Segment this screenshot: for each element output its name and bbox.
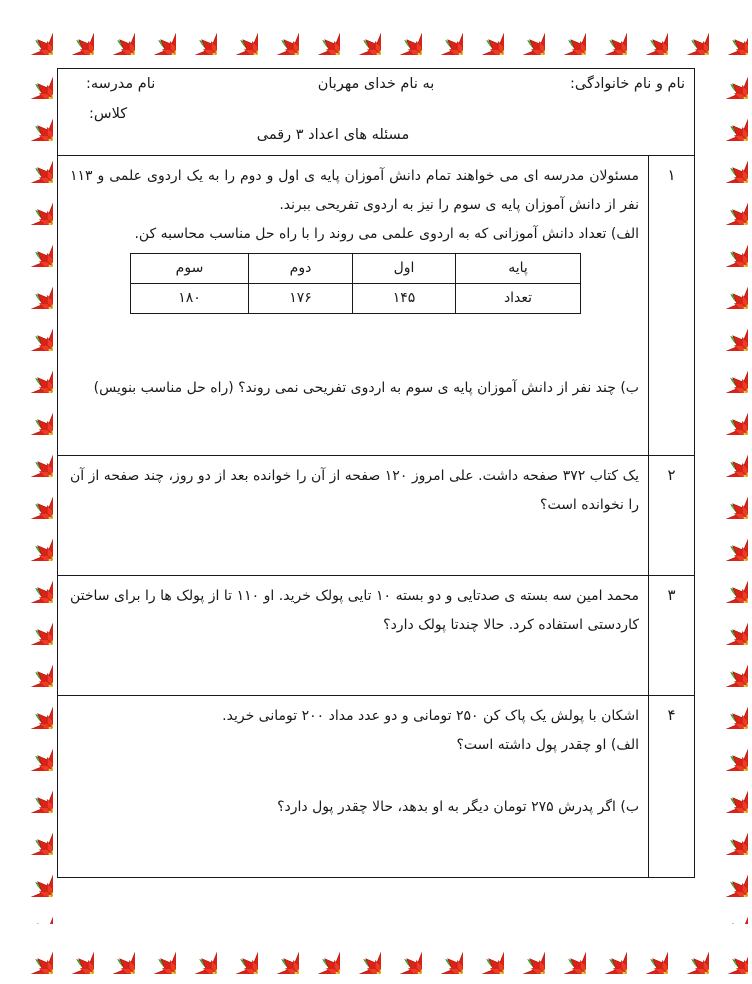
- poinsettia-flower-icon: [252, 8, 299, 55]
- grade-table-header-third: سوم: [131, 254, 249, 284]
- poinsettia-flower-icon: [701, 556, 748, 603]
- poinsettia-flower-icon: [88, 927, 135, 974]
- poinsettia-flower-icon: [129, 8, 176, 55]
- poinsettia-flower-icon: [701, 388, 748, 435]
- poinsettia-flower-icon: [701, 766, 748, 813]
- poinsettia-flower-icon: [334, 8, 381, 55]
- question-row-3: [58, 576, 694, 696]
- poinsettia-flower-icon: [662, 927, 709, 974]
- poinsettia-flower-icon: [6, 94, 53, 141]
- grade-table-header-row: [131, 254, 581, 284]
- poinsettia-flower-icon: [457, 8, 504, 55]
- grade-table-count-third: ۱۸۰: [131, 284, 249, 314]
- student-name-label: نام و نام خانوادگی:: [570, 76, 685, 92]
- poinsettia-flower-icon: [701, 136, 748, 183]
- poinsettia-flower-icon: [580, 927, 627, 974]
- poinsettia-flower-icon: [416, 8, 463, 55]
- poinsettia-flower-icon: [375, 927, 422, 974]
- poinsettia-flower-icon: [6, 304, 53, 351]
- poinsettia-flower-icon: [6, 472, 53, 519]
- flower-border-left: [6, 52, 53, 924]
- question-4-part-a: الف) او چقدر پول داشته است؟: [456, 737, 639, 753]
- poinsettia-flower-icon: [701, 346, 748, 393]
- poinsettia-flower-icon: [701, 430, 748, 477]
- grade-table-count-label: تعداد: [456, 284, 581, 314]
- poinsettia-flower-icon: [170, 8, 217, 55]
- poinsettia-flower-icon: [334, 927, 381, 974]
- poinsettia-flower-icon: [498, 8, 545, 55]
- poinsettia-flower-icon: [6, 220, 53, 267]
- question-row-4: [58, 696, 694, 877]
- poinsettia-flower-icon: [701, 892, 748, 924]
- flower-border-top: [6, 8, 748, 55]
- poinsettia-flower-icon: [621, 927, 668, 974]
- poinsettia-flower-icon: [293, 927, 340, 974]
- poinsettia-flower-icon: [6, 927, 53, 974]
- poinsettia-flower-icon: [211, 8, 258, 55]
- poinsettia-flower-icon: [701, 724, 748, 771]
- class-label: کلاس:: [89, 106, 128, 122]
- poinsettia-flower-icon: [6, 598, 53, 645]
- poinsettia-flower-icon: [6, 808, 53, 855]
- question-1-number: ۱: [648, 156, 694, 455]
- poinsettia-flower-icon: [252, 927, 299, 974]
- poinsettia-flower-icon: [6, 514, 53, 561]
- worksheet-sheet: [57, 68, 695, 878]
- poinsettia-flower-icon: [129, 927, 176, 974]
- poinsettia-flower-icon: [701, 220, 748, 267]
- poinsettia-flower-icon: [6, 682, 53, 729]
- school-name-label: نام مدرسه:: [86, 76, 156, 92]
- poinsettia-flower-icon: [744, 8, 748, 55]
- question-3-content: [58, 576, 648, 695]
- poinsettia-flower-icon: [170, 927, 217, 974]
- poinsettia-flower-icon: [701, 808, 748, 855]
- poinsettia-flower-icon: [701, 304, 748, 351]
- poinsettia-flower-icon: [701, 514, 748, 561]
- poinsettia-flower-icon: [701, 178, 748, 225]
- question-2-content: [58, 456, 648, 575]
- poinsettia-flower-icon: [701, 94, 748, 141]
- poinsettia-flower-icon: [580, 8, 627, 55]
- poinsettia-flower-icon: [6, 850, 53, 897]
- poinsettia-flower-icon: [6, 892, 53, 924]
- grade-table-header-first: اول: [353, 254, 456, 284]
- poinsettia-flower-icon: [6, 178, 53, 225]
- question-1-text: مسئولان مدرسه ای می خواهند تمام دانش آموزان پایه ی اول و دوم را به یک اردوی علمی و ۱۱۳ نفر از دانش آموزان پایه ی سوم را نیز به اردوی تفریحی ببرند.: [70, 168, 639, 213]
- poinsettia-flower-icon: [375, 8, 422, 55]
- poinsettia-flower-icon: [6, 724, 53, 771]
- poinsettia-flower-icon: [701, 850, 748, 897]
- poinsettia-flower-icon: [662, 8, 709, 55]
- question-row-1: [58, 156, 694, 456]
- bismillah-text: به نام خدای مهربان: [317, 76, 435, 92]
- poinsettia-flower-icon: [6, 8, 53, 55]
- poinsettia-flower-icon: [703, 8, 748, 55]
- question-2-number: ۲: [648, 456, 694, 575]
- question-4-text: اشکان با پولش یک پاک کن ۲۵۰ تومانی و دو عدد مداد ۲۰۰ تومانی خرید.: [222, 708, 639, 724]
- question-4-part-b: ب) اگر پدرش ۲۷۵ تومان دیگر به او بدهد، حالا چقدر پول دارد؟: [277, 799, 639, 815]
- question-3-text: محمد امین سه بسته ی صدتایی و دو بسته ۱۰ تایی پولک خرید. او ۱۱۰ تا از پولک ها را برای ساختن کاردستی استفاده کرد. حالا چندتا پولک دارد؟: [70, 588, 639, 633]
- poinsettia-flower-icon: [47, 8, 94, 55]
- poinsettia-flower-icon: [539, 8, 586, 55]
- poinsettia-flower-icon: [6, 556, 53, 603]
- question-3-number: ۳: [648, 576, 694, 695]
- poinsettia-flower-icon: [88, 8, 135, 55]
- flower-border-bottom: [6, 927, 748, 974]
- poinsettia-flower-icon: [701, 598, 748, 645]
- question-4-number: ۴: [648, 696, 694, 877]
- poinsettia-flower-icon: [6, 136, 53, 183]
- poinsettia-flower-icon: [457, 927, 504, 974]
- grade-table-count-first: ۱۴۵: [353, 284, 456, 314]
- poinsettia-flower-icon: [6, 346, 53, 393]
- grade-table-header-base: پایه: [456, 254, 581, 284]
- poinsettia-flower-icon: [703, 927, 748, 974]
- poinsettia-flower-icon: [6, 262, 53, 309]
- question-1-part-b: ب) چند نفر از دانش آموزان پایه ی سوم به اردوی تفریحی نمی روند؟ (راه حل مناسب بنویس): [93, 380, 639, 396]
- poinsettia-flower-icon: [6, 766, 53, 813]
- poinsettia-flower-icon: [416, 927, 463, 974]
- poinsettia-flower-icon: [621, 8, 668, 55]
- poinsettia-flower-icon: [6, 640, 53, 687]
- question-4-content: [58, 696, 648, 877]
- flower-border-right: [701, 52, 748, 924]
- grade-table-header-second: دوم: [249, 254, 353, 284]
- grade-table-count-row: [131, 284, 581, 314]
- poinsettia-flower-icon: [6, 388, 53, 435]
- question-2-text: یک کتاب ۳۷۲ صفحه داشت. علی امروز ۱۲۰ صفحه از آن را خوانده بعد از دو روز، چند صفحه از آن را نخوانده است؟: [70, 468, 640, 513]
- question-1-part-a: الف) تعداد دانش آموزانی که به اردوی علمی می روند را با راه حل مناسب محاسبه کن.: [134, 226, 639, 242]
- poinsettia-flower-icon: [211, 927, 258, 974]
- poinsettia-flower-icon: [701, 682, 748, 729]
- poinsettia-flower-icon: [539, 927, 586, 974]
- poinsettia-flower-icon: [744, 927, 748, 974]
- poinsettia-flower-icon: [498, 927, 545, 974]
- grade-table-count-second: ۱۷۶: [249, 284, 353, 314]
- poinsettia-flower-icon: [6, 430, 53, 477]
- poinsettia-flower-icon: [47, 927, 94, 974]
- poinsettia-flower-icon: [701, 472, 748, 519]
- poinsettia-flower-icon: [293, 8, 340, 55]
- worksheet-header: [58, 69, 694, 156]
- poinsettia-flower-icon: [6, 52, 53, 99]
- question-1-grade-table: [130, 253, 581, 314]
- question-1-content: [58, 156, 648, 455]
- worksheet-title: مسئله های اعداد ۳ رقمی: [256, 127, 410, 143]
- poinsettia-flower-icon: [701, 640, 748, 687]
- question-row-2: [58, 456, 694, 576]
- poinsettia-flower-icon: [701, 52, 748, 99]
- poinsettia-flower-icon: [701, 262, 748, 309]
